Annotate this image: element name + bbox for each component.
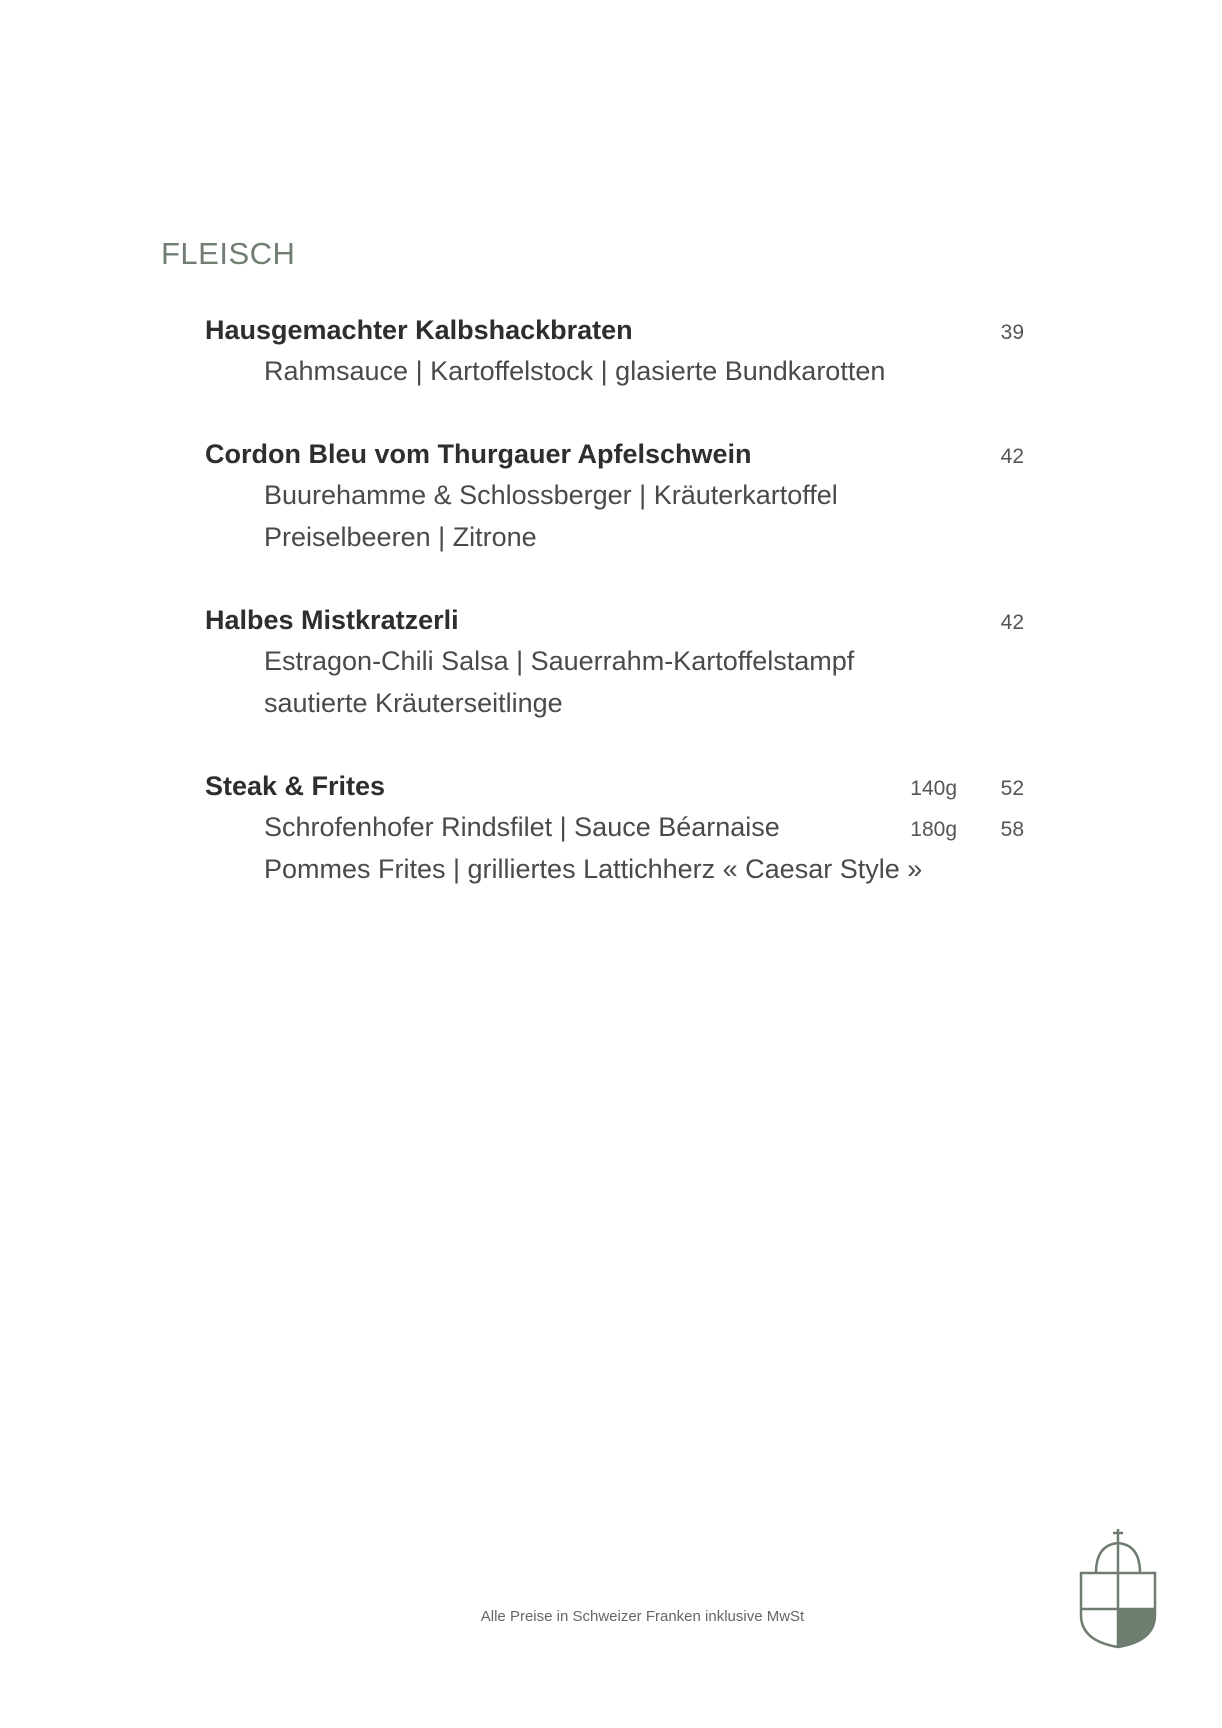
dish-description: Buurehamme & Schlossberger | Kräuterkartoffel	[264, 480, 838, 510]
dish-name: Hausgemachter Kalbshackbraten	[205, 315, 633, 345]
dish-name: Steak & Frites	[205, 771, 386, 801]
dish-name: Halbes Mistkratzerli	[205, 605, 459, 635]
dish-weight: 140g	[910, 777, 957, 800]
dish-weight: 180g	[910, 818, 957, 841]
dish-description: Rahmsauce | Kartoffelstock | glasierte Bundkarotten	[264, 356, 886, 386]
dish-price: 52	[1000, 777, 1024, 800]
dish-price: 39	[1000, 321, 1024, 344]
dish-description: Preiselbeeren | Zitrone	[264, 522, 537, 552]
crest-icon	[1078, 1527, 1158, 1649]
dish-description: Schrofenhofer Rindsfilet | Sauce Béarnaise	[264, 812, 780, 842]
dish-price: 42	[1000, 611, 1024, 634]
dish-price: 42	[1000, 445, 1024, 468]
dish-name: Cordon Bleu vom Thurgauer Apfelschwein	[205, 439, 752, 469]
dish-description: sautierte Kräuterseitlinge	[264, 688, 563, 718]
dish-description: Pommes Frites | grilliertes Lattichherz « Caesar Style »	[264, 854, 923, 884]
price-note: Alle Preise in Schweizer Franken inklusive MwSt	[480, 1608, 805, 1625]
dish-price: 58	[1000, 818, 1024, 841]
dish-description: Estragon-Chili Salsa | Sauerrahm-Kartoffelstampf	[264, 646, 855, 676]
section-title: FLEISCH	[161, 236, 296, 271]
